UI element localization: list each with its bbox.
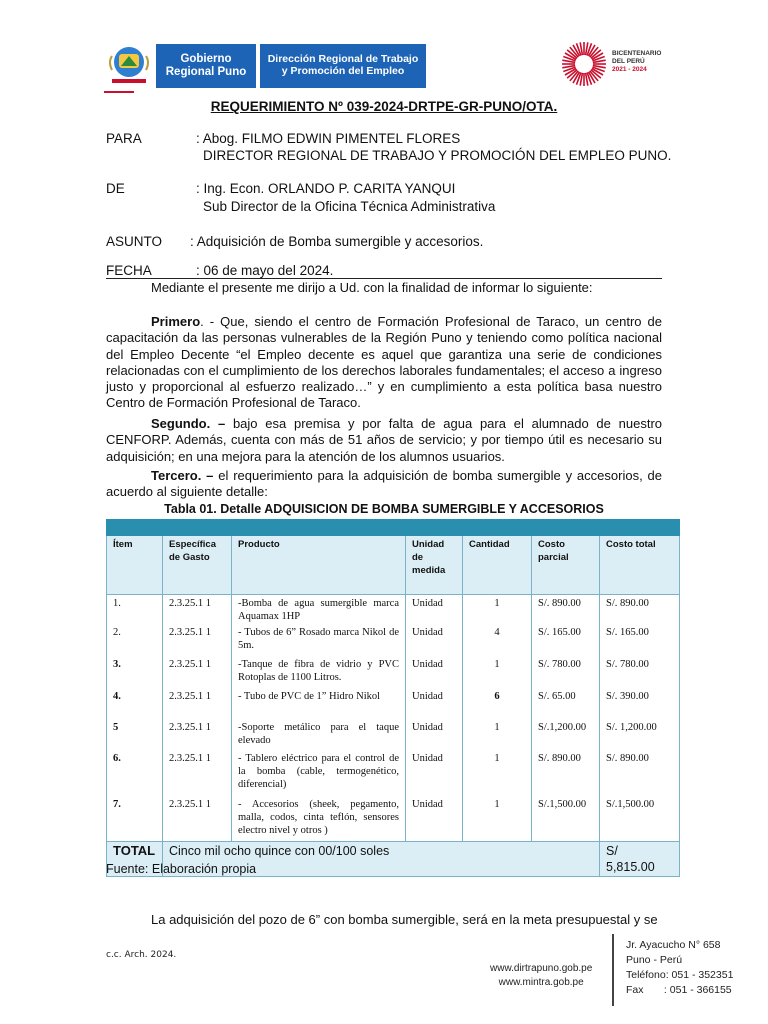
cell-unidad: Unidad (406, 595, 463, 624)
segundo-label: Segundo. – (151, 416, 226, 431)
cell-producto: -Bomba de agua sumergible marca Aquamax 1HP (232, 595, 406, 624)
cell-producto: - Accesorios (sheek, pegamento, malla, codos, cinta teflón, sensores electro nivel y otros ) (232, 796, 406, 842)
cell-parcial: S/.1,500.00 (532, 796, 600, 842)
header-accent-line (104, 91, 134, 93)
cell-unidad: Unidad (406, 750, 463, 796)
address-line2: Puno - Perú (626, 954, 683, 966)
direccion-regional-badge (260, 44, 426, 88)
cell-total: S/. 890.00 (600, 750, 680, 796)
cell-item: 2. (107, 624, 163, 656)
direccion-line2: y Promoción del Empleo (281, 65, 405, 77)
table-header-row (107, 536, 680, 595)
cell-total: S/.1,500.00 (600, 796, 680, 842)
cell-total: S/. 780.00 (600, 656, 680, 688)
table-row (107, 796, 680, 842)
total-amount (600, 842, 680, 877)
footer-address (626, 938, 733, 998)
address-line1: Jr. Ayacucho N° 658 (626, 939, 721, 951)
cell-cantidad: 6 (463, 688, 532, 719)
cell-gasto: 2.3.25.1 1 (163, 750, 232, 796)
primero-text: . - Que, siendo el centro de Formación Profesional de Taraco, un centro de capacitación da las personas vulnerables de la Región Puno y teniendo como política nacional del Empleo Decente “el Empleo decente es aquel que garantiza una serie de condiciones relacionadas con el cumplimiento de los derechos laborales fundamentales; el acceso a ingreso justo y proporcional al esfuerzo realizado…” y en cumplimiento a esta política basa nuestro Centro de Formación Profesional de Taraco. (106, 314, 662, 411)
cell-item: 4. (107, 688, 163, 719)
cell-gasto: 2.3.25.1 1 (163, 688, 232, 719)
paragraph-tercero (106, 468, 662, 501)
closing-text: La adquisición del pozo de 6” con bomba sumergible, será en la meta presupuestal y se (151, 912, 658, 927)
paragraph-segundo (106, 416, 662, 465)
table-row (107, 719, 680, 750)
para-label: PARA (106, 131, 142, 146)
table-caption: Tabla 01. Detalle ADQUISICION DE BOMBA SUMERGIBLE Y ACCESORIOS (164, 502, 604, 516)
para-value-2: DIRECTOR REGIONAL DE TRABAJO Y PROMOCIÓN DEL EMPLEO PUNO. (203, 148, 672, 163)
cell-producto: - Tubos de 6” Rosado marca Nikol de 5m. (232, 624, 406, 656)
cell-total: S/. 390.00 (600, 688, 680, 719)
cell-cantidad: 1 (463, 796, 532, 842)
items-table (106, 519, 679, 877)
total-label: TOTAL (107, 842, 163, 877)
tercero-label: Tercero. – (151, 468, 214, 483)
cell-producto: - Tubo de PVC de 1” Hidro Nikol (232, 688, 406, 719)
table-row (107, 595, 680, 624)
de-value-2: Sub Director de la Oficina Técnica Administrativa (203, 199, 496, 214)
gobierno-line2: Regional Puno (165, 66, 247, 78)
paragraph-primero (106, 314, 662, 412)
col-header-item: Ítem (107, 536, 163, 595)
cell-gasto: 2.3.25.1 1 (163, 656, 232, 688)
website-mintra: www.mintra.gob.pe (498, 977, 584, 988)
table-row (107, 688, 680, 719)
fecha-label: FECHA (106, 263, 152, 278)
address-phone: Teléfono: 051 - 352351 (626, 969, 734, 981)
total-amount-value: 5,815.00 (606, 860, 655, 874)
cell-item: 3. (107, 656, 163, 688)
bicentenario-text (612, 50, 661, 74)
bicentenario-line1: BICENTENARIO (612, 50, 662, 57)
region-puno-emblem (104, 42, 154, 88)
cell-cantidad: 1 (463, 595, 532, 624)
de-label: DE (106, 181, 125, 196)
para-value-1: : Abog. FILMO EDWIN PIMENTEL FLORES (196, 131, 461, 146)
col-header-total: Costo total (600, 536, 680, 595)
cell-unidad: Unidad (406, 656, 463, 688)
segundo-text: bajo esa premisa y por falta de agua para el alumnado de nuestro CENFORP. Además, cuenta con más de 51 años de servicio; y por tiempo útil es necesario su adquisición; en una mejora para la atención de los alumnos usuarios. (106, 416, 662, 464)
footer-websites (490, 962, 592, 990)
cell-producto: - Tablero eléctrico para el control de la bomba (cable, termogenético, diferencial) (232, 750, 406, 796)
header-rule (106, 278, 662, 279)
bicentenario-line2: DEL PERÚ (612, 58, 645, 65)
primero-label: Primero (151, 314, 201, 329)
cell-item: 7. (107, 796, 163, 842)
website-dirtrapuno: www.dirtrapuno.gob.pe (490, 963, 593, 974)
asunto-label: ASUNTO (106, 234, 163, 249)
address-fax: Fax : 051 - 366155 (626, 984, 732, 996)
cell-unidad: Unidad (406, 624, 463, 656)
table-row (107, 656, 680, 688)
cell-cantidad: 4 (463, 624, 532, 656)
table-header-band (107, 520, 680, 536)
bicentenario-emblem (560, 40, 608, 88)
col-header-parcial: Costo parcial (532, 536, 600, 595)
cell-parcial: S/. 65.00 (532, 688, 600, 719)
cell-total: S/. 165.00 (600, 624, 680, 656)
cell-item: 5 (107, 719, 163, 750)
closing-paragraph (106, 912, 662, 928)
col-header-gasto: Específica de Gasto (163, 536, 232, 595)
cell-gasto: 2.3.25.1 1 (163, 796, 232, 842)
col-header-cantidad: Cantidad (463, 536, 532, 595)
cell-total: S/. 890.00 (600, 595, 680, 624)
cell-total: S/. 1,200.00 (600, 719, 680, 750)
cell-item: 1. (107, 595, 163, 624)
col-header-producto: Producto (232, 536, 406, 595)
cell-parcial: S/. 780.00 (532, 656, 600, 688)
cell-cantidad: 1 (463, 719, 532, 750)
fecha-value: : 06 de mayo del 2024. (196, 263, 334, 278)
gobierno-regional-badge (156, 44, 256, 88)
de-value-1: : Ing. Econ. ORLANDO P. CARITA YANQUI (196, 181, 456, 196)
cell-producto: -Tanque de fibra de vidrio y PVC Rotoplas de 1100 Litros. (232, 656, 406, 688)
cell-gasto: 2.3.25.1 1 (163, 719, 232, 750)
cell-gasto: 2.3.25.1 1 (163, 624, 232, 656)
table-row (107, 624, 680, 656)
cell-cantidad: 1 (463, 656, 532, 688)
cell-unidad: Unidad (406, 796, 463, 842)
cell-producto: -Soporte metálico para el taque elevado (232, 719, 406, 750)
cell-gasto: 2.3.25.1 1 (163, 595, 232, 624)
cell-unidad: Unidad (406, 688, 463, 719)
col-header-unidad: Unidad de medida (406, 536, 463, 595)
gobierno-line1: Gobierno (180, 53, 232, 65)
direccion-line1: Dirección Regional de Trabajo (267, 53, 419, 65)
bicentenario-years: 2021 - 2024 (612, 66, 647, 73)
cell-parcial: S/.1,200.00 (532, 719, 600, 750)
copy-archive: c.c. Arch. 2024. (106, 950, 177, 960)
cell-cantidad: 1 (463, 750, 532, 796)
tercero-text: el requerimiento para la adquisición de bomba sumergible y accesorios, de acuerdo al siguiente detalle: (106, 468, 662, 500)
intro-line: Mediante el presente me dirijo a Ud. con la finalidad de informar lo siguiente: (151, 280, 593, 295)
asunto-value: : Adquisición de Bomba sumergible y accesorios. (190, 234, 484, 249)
cell-unidad: Unidad (406, 719, 463, 750)
cell-item: 6. (107, 750, 163, 796)
total-amount-currency: S/ (606, 844, 618, 858)
document-title: REQUERIMIENTO Nº 039-2024-DRTPE-GR-PUNO/OTA. (210, 99, 558, 114)
cell-parcial: S/. 890.00 (532, 595, 600, 624)
table-row (107, 750, 680, 796)
cell-parcial: S/. 165.00 (532, 624, 600, 656)
footer-divider (612, 934, 614, 1006)
total-words: Cinco mil ocho quince con 00/100 soles (163, 842, 600, 877)
cell-parcial: S/. 890.00 (532, 750, 600, 796)
table-source: Fuente: Elaboración propia (106, 862, 257, 876)
